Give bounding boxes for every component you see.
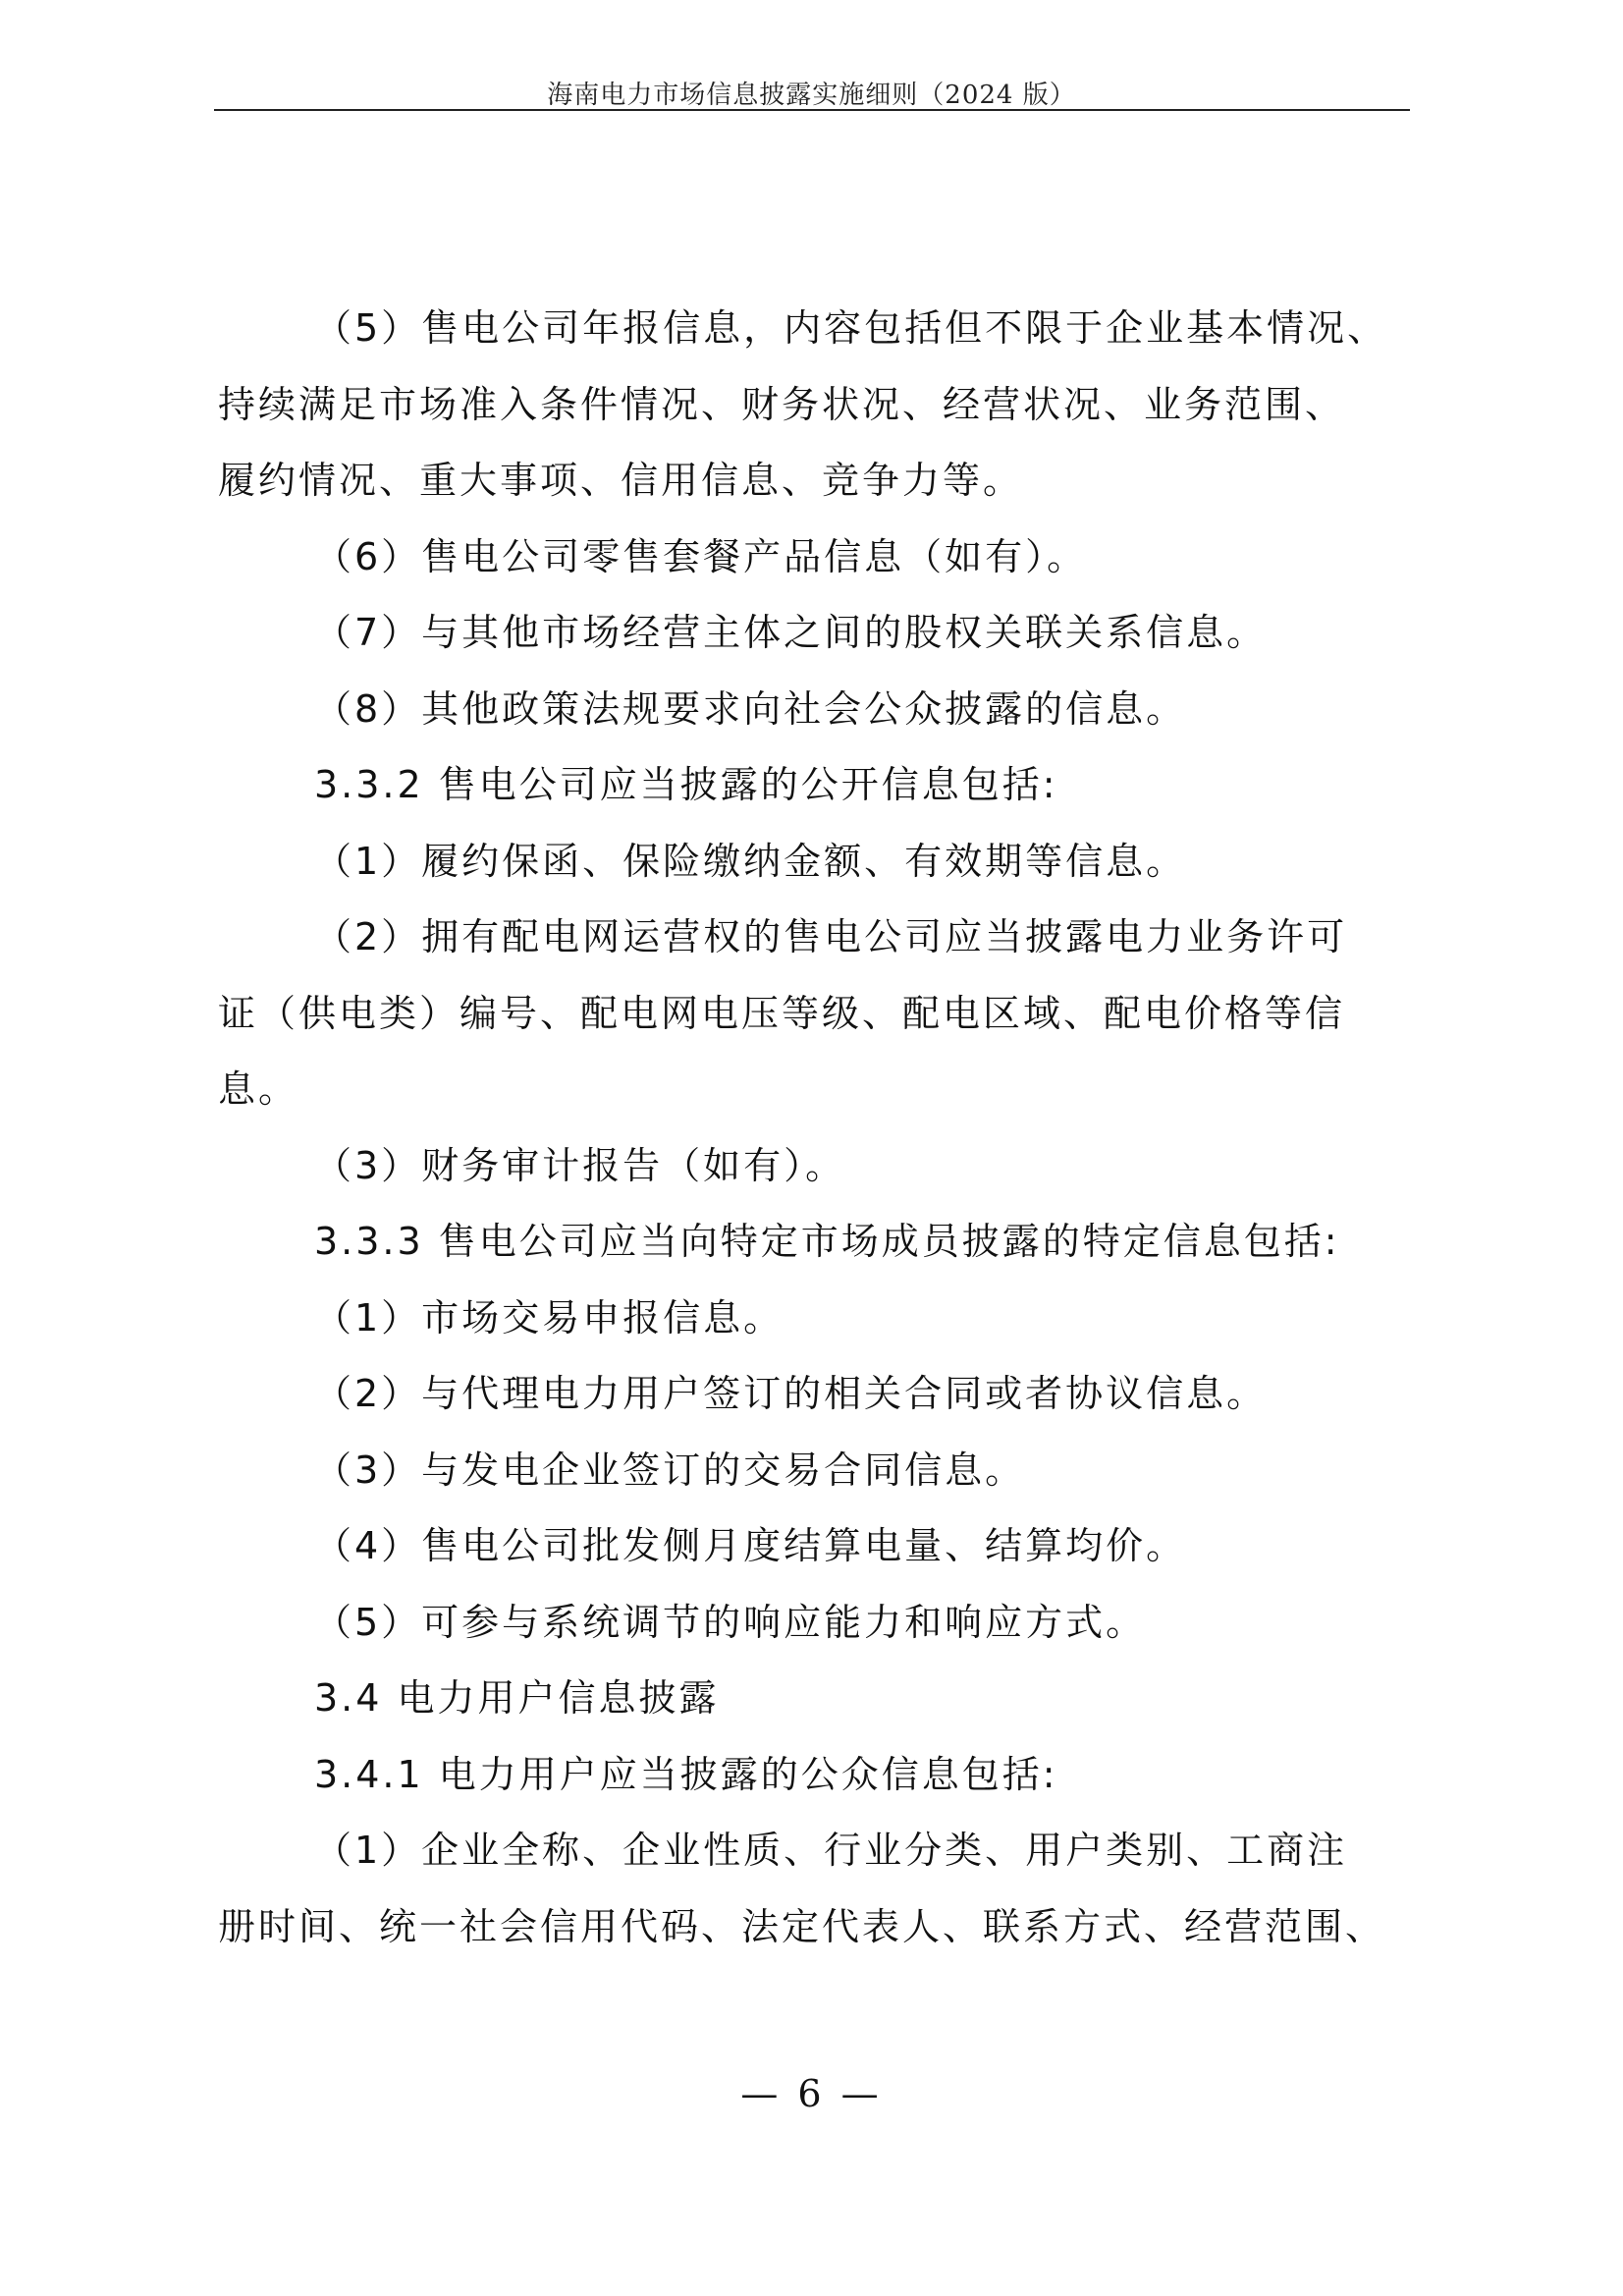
paragraph-line: 息。: [218, 1067, 299, 1111]
paragraph-line: （1）市场交易申报信息。: [314, 1295, 784, 1339]
paragraph-line: 册时间、统一社会信用代码、法定代表人、联系方式、经营范围、: [218, 1904, 1386, 1948]
section-heading-3-3-2: 3.3.2 售电公司应当披露的公开信息包括:: [314, 763, 1058, 806]
running-header: 海南电力市场信息披露实施细则（2024 版）: [547, 81, 1076, 110]
paragraph-line: （1）企业全称、企业性质、行业分类、用户类别、工商注: [314, 1829, 1348, 1872]
page-number: — 6 —: [740, 2072, 883, 2115]
section-heading-3-4-1: 3.4.1 电力用户应当披露的公众信息包括:: [314, 1752, 1058, 1796]
paragraph-line: （2）与代理电力用户签订的相关合同或者协议信息。: [314, 1372, 1268, 1415]
paragraph-line: （7）与其他市场经营主体之间的股权关联关系信息。: [314, 611, 1268, 654]
paragraph-line: 履约情况、重大事项、信用信息、竞争力等。: [218, 459, 1024, 502]
paragraph-line: （3）财务审计报告（如有）。: [314, 1143, 846, 1187]
section-heading-3-4: 3.4 电力用户信息披露: [314, 1676, 720, 1720]
paragraph-line: （3）与发电企业签订的交易合同信息。: [314, 1448, 1026, 1492]
paragraph-line: （5）售电公司年报信息，内容包括但不限于企业基本情况、: [314, 306, 1388, 350]
paragraph-line: （8）其他政策法规要求向社会公众披露的信息。: [314, 686, 1187, 731]
paragraph-line: （2）拥有配电网运营权的售电公司应当披露电力业务许可: [314, 915, 1348, 958]
paragraph-line: （4）售电公司批发侧月度结算电量、结算均价。: [314, 1524, 1187, 1567]
document-body: [218, 291, 1426, 1965]
paragraph-line: （1）履约保函、保险缴纳金额、有效期等信息。: [314, 839, 1187, 883]
paragraph-line: 持续满足市场准入条件情况、财务状况、经营状况、业务范围、: [218, 382, 1346, 426]
header-rule: [214, 109, 1410, 111]
paragraph-line: 证（供电类）编号、配电网电压等级、配电区域、配电价格等信: [218, 991, 1346, 1035]
paragraph-line: （5）可参与系统调节的响应能力和响应方式。: [314, 1600, 1147, 1644]
paragraph-line: （6）售电公司零售套餐产品信息（如有）。: [314, 534, 1088, 578]
section-heading-3-3-3: 3.3.3 售电公司应当向特定市场成员披露的特定信息包括:: [314, 1220, 1340, 1263]
